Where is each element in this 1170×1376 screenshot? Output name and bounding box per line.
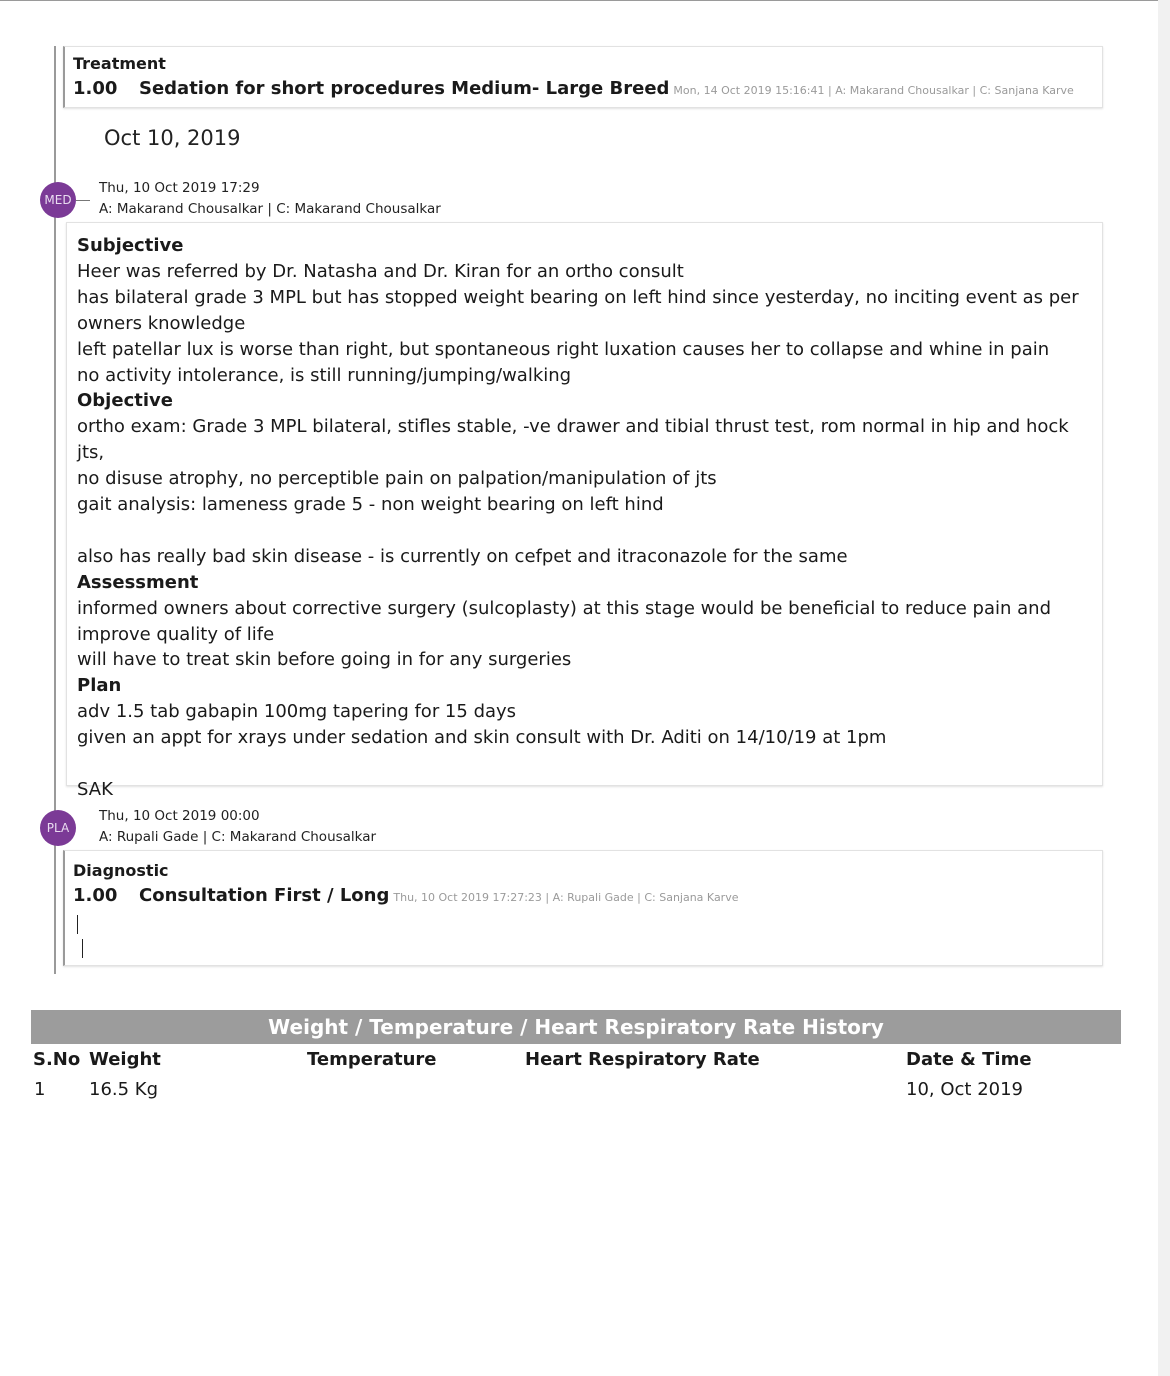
- cell-date-time: 10, Oct 2019: [906, 1079, 1023, 1100]
- pla-badge: PLA: [40, 810, 76, 846]
- diagnostic-name: Consultation First / Long: [139, 885, 390, 906]
- spacer: [77, 751, 1087, 777]
- pla-timestamp: Thu, 10 Oct 2019 00:00: [99, 808, 260, 824]
- subjective-line: left patellar lux is worse than right, but spontaneous right luxation causes her to collapse and whine in pain: [77, 338, 1050, 360]
- cell-sno: 1: [34, 1079, 46, 1100]
- treatment-name: Sedation for short procedures Medium- Large Breed: [139, 78, 670, 99]
- subjective-line: owners knowledge: [77, 312, 246, 334]
- med-badge-connector: [76, 200, 90, 201]
- diagnostic-item: [73, 885, 738, 906]
- right-edge-strip: [1158, 0, 1170, 1376]
- col-header-date-time: Date & Time: [906, 1049, 1032, 1070]
- text-cursor-mark: [82, 939, 83, 958]
- date-heading: Oct 10, 2019: [104, 126, 241, 150]
- top-border: [0, 0, 1170, 1]
- med-authors: A: Makarand Chousalkar | C: Makarand Chousalkar: [99, 201, 441, 217]
- subjective-line: no activity intolerance, is still running/jumping/walking: [77, 364, 572, 386]
- treatment-qty: 1.00: [73, 78, 118, 99]
- diagnostic-qty: 1.00: [73, 885, 118, 906]
- med-badge: MED: [40, 182, 76, 218]
- col-header-temperature: Temperature: [307, 1049, 437, 1070]
- med-notes-card: [66, 222, 1103, 800]
- text-cursor-mark: [77, 915, 78, 934]
- objective-heading: Objective: [77, 390, 173, 412]
- assessment-line: informed owners about corrective surgery (sulcoplasty) at this stage would be beneficial to reduce pain and: [77, 597, 1051, 619]
- treatment-card: [63, 46, 1103, 108]
- plan-line: given an appt for xrays under sedation and skin consult with Dr. Aditi on 14/10/19 at 1pm: [77, 727, 887, 749]
- plan-heading: Plan: [77, 675, 122, 697]
- treatment-heading: Treatment: [73, 54, 166, 73]
- objective-line: no disuse atrophy, no perceptible pain on palpation/manipulation of jts: [77, 468, 717, 490]
- subjective-line: Heer was referred by Dr. Natasha and Dr. Kiran for an ortho consult: [77, 260, 684, 282]
- signature: SAK: [77, 779, 113, 800]
- diagnostic-heading: Diagnostic: [73, 861, 169, 880]
- treatment-meta: Mon, 14 Oct 2019 15:16:41 | A: Makarand Chousalkar | C: Sanjana Karve: [673, 84, 1074, 97]
- col-header-heart-rate: Heart Respiratory Rate: [525, 1049, 760, 1070]
- col-header-sno: S.No: [33, 1049, 81, 1070]
- soap-notes: [77, 233, 1087, 803]
- objective-line: ortho exam: Grade 3 MPL bilateral, stifles stable, -ve drawer and tibial thrust test, rom normal in hip and hock jts,: [77, 416, 1069, 464]
- subjective-heading: Subjective: [77, 235, 184, 256]
- subjective-line: has bilateral grade 3 MPL but has stopped weight bearing on left hind since yesterday, no inciting event as per: [77, 286, 1079, 308]
- assessment-heading: Assessment: [77, 571, 199, 593]
- col-header-weight: Weight: [89, 1049, 161, 1070]
- assessment-line: improve quality of life: [77, 623, 275, 645]
- objective-line: gait analysis: lameness grade 5 - non weight bearing on left hind: [77, 494, 664, 516]
- diagnostic-meta: Thu, 10 Oct 2019 17:27:23 | A: Rupali Gade | C: Sanjana Karve: [393, 891, 739, 904]
- pla-authors: A: Rupali Gade | C: Makarand Chousalkar: [99, 829, 377, 845]
- diagnostic-card: [63, 850, 1103, 966]
- spacer: [77, 518, 1087, 544]
- med-timestamp: Thu, 10 Oct 2019 17:29: [99, 180, 260, 196]
- plan-line: adv 1.5 tab gabapin 100mg tapering for 15 days: [77, 701, 517, 723]
- cell-weight: 16.5 Kg: [89, 1079, 159, 1100]
- objective-extra: also has really bad skin disease - is currently on cefpet and itraconazole for the same: [77, 545, 848, 567]
- treatment-item: [73, 78, 1074, 99]
- history-title-bar: Weight / Temperature / Heart Respiratory Rate History: [31, 1010, 1121, 1044]
- assessment-line: will have to treat skin before going in for any surgeries: [77, 649, 572, 671]
